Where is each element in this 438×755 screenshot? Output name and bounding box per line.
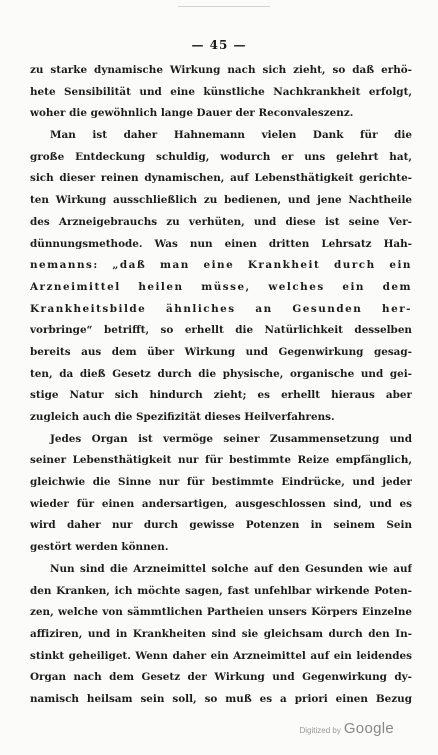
text-line: affiziren, und in Krankheiten sind sie gleichsam durch den In- <box>30 627 412 640</box>
text-line: ten, da dieß Gesetz durch die physische, organische und gei- <box>30 367 412 380</box>
top-margin-rule <box>178 6 270 9</box>
text-line: Krankheitsbilde ähnliches an Gesunden her- <box>30 302 412 315</box>
text-line: dünnungsmethode. Was nun einen dritten Lehrsatz Hah- <box>30 237 412 250</box>
text-line: stige Natur sich hindurch zieht; es erhellt hieraus aber <box>30 389 412 402</box>
digitized-by-label: Digitized by <box>299 726 341 735</box>
text-line: sich dieser reinen dynamischen, auf Lebensthätigkeit gerichte- <box>30 172 412 185</box>
text-line: namisch heilsam sein soll, so muß es a priori einen Bezug <box>30 692 412 705</box>
text-line: zugleich auch die Spezifizität dieses Heilverfahrens. <box>30 411 335 423</box>
text-line: woher die gewöhnlich lange Dauer der Reconvaleszenz. <box>30 107 354 120</box>
text-line: stinkt geheiliget. Wenn daher ein Arzneimittel auf ein leidendes <box>30 649 412 662</box>
text-line: seiner Lebensthätigkeit nur für bestimmte Reize empfänglich, <box>30 454 412 467</box>
body-text <box>30 60 412 711</box>
text-line: ten Wirkung ausschließlich zu bedienen, und jene Nachtheile <box>30 194 412 207</box>
text-line: gestört werden können. <box>30 541 169 554</box>
text-line: Jedes Organ ist vermöge seiner Zusammensetzung und <box>50 432 412 445</box>
digitized-watermark <box>299 720 394 737</box>
text-line: des Arzneigebrauchs zu verhüten, und diese ist seine Ver- <box>30 215 412 228</box>
text-line: zu starke dynamische Wirkung nach sich zieht, so daß erhö- <box>30 64 412 76</box>
text-line: Organ nach dem Gesetz der Wirkung und Gegenwirkung dy- <box>30 671 412 684</box>
text-line: zen, welche von sämmtlichen Partheien unsers Körpers Einzelne <box>30 606 412 619</box>
google-logo: Google <box>343 720 394 737</box>
text-line: wird daher nur durch gewisse Potenzen in seinem Sein <box>30 519 412 532</box>
page-number-header: — 45 — <box>191 38 247 52</box>
text-line: Man ist daher Hahnemann vielen Dank für die <box>50 129 412 142</box>
text-line: bereits aus dem über Wirkung und Gegenwirkung gesag- <box>30 345 412 358</box>
text-line: nemanns: „daß man eine Krankheit durch ein <box>30 259 412 272</box>
text-line: große Entdeckung schuldig, wodurch er uns gelehrt hat, <box>30 150 412 163</box>
text-line: hete Sensibilität und eine künstliche Nachkrankheit erfolgt, <box>30 85 412 98</box>
text-line: den Kranken, ich möchte sagen, fast unfehlbar wirkende Poten- <box>30 584 412 597</box>
text-line: Arzneimittel heilen müsse, welches ein dem <box>30 280 412 293</box>
text-line: vorbringe“ betrifft, so erhellt die Natürlichkeit desselben <box>30 324 412 337</box>
text-line: Nun sind die Arzneimittel solche auf den Gesunden wie auf <box>50 562 412 575</box>
text-line: wieder für einen andersartigen, ausgeschlossen sind, und es <box>30 497 412 510</box>
text-line: gleichwie die Sinne nur für bestimmte Eindrücke, und jeder <box>30 476 412 489</box>
